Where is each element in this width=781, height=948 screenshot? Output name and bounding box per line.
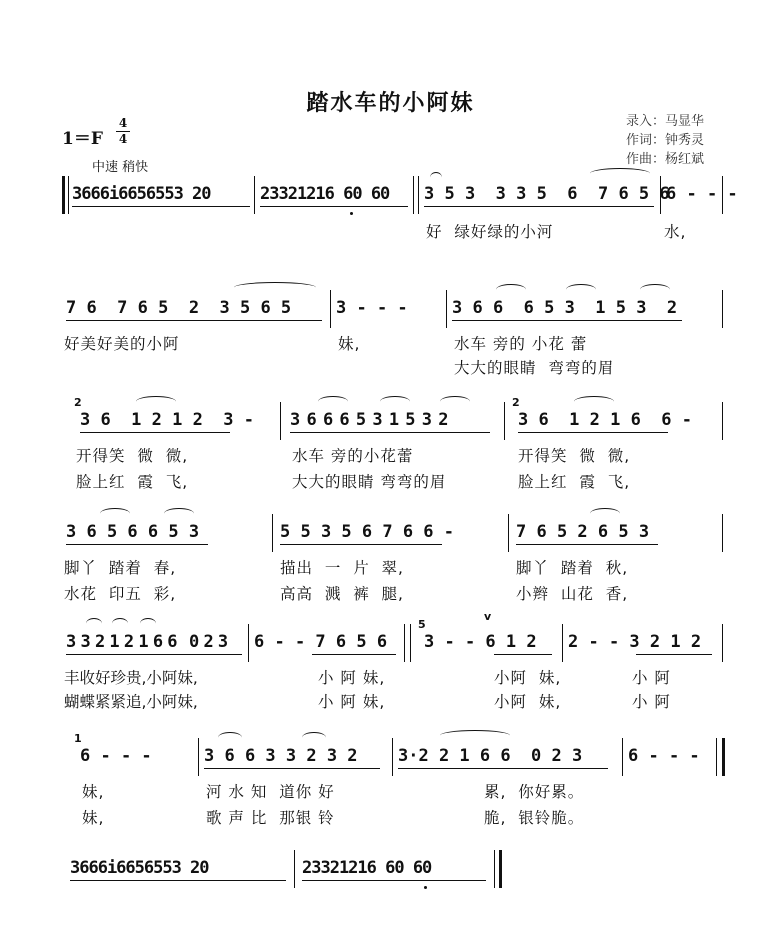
lyric-line: 高高 溅 裤 腿, bbox=[280, 585, 404, 603]
lyric-line: 脸上红 霞 飞, bbox=[76, 473, 189, 491]
lyric-line: 水车 旁的小花蕾 bbox=[292, 447, 414, 465]
lyric-line: 妹, bbox=[82, 809, 105, 827]
lyric-line: 妹, bbox=[338, 335, 361, 353]
beam-line bbox=[204, 768, 380, 769]
slur bbox=[574, 396, 614, 407]
lyric-line: 小辫 山花 香, bbox=[516, 585, 629, 603]
barline bbox=[446, 290, 447, 328]
barline bbox=[722, 514, 723, 552]
slur bbox=[86, 618, 102, 629]
barline bbox=[418, 176, 419, 214]
volta-mark: 2 bbox=[74, 396, 82, 409]
slur bbox=[640, 284, 670, 295]
barline bbox=[722, 290, 723, 328]
beam-line bbox=[494, 654, 552, 655]
beam-line bbox=[72, 206, 250, 207]
beam-line bbox=[302, 880, 486, 881]
barline bbox=[722, 176, 723, 214]
barline bbox=[716, 738, 717, 776]
beam-line bbox=[636, 654, 712, 655]
barline bbox=[562, 624, 563, 662]
slur bbox=[100, 508, 130, 519]
lyric-line: 脚丫 踏着 秋, bbox=[516, 559, 629, 577]
slur bbox=[590, 168, 650, 179]
beam-line bbox=[290, 432, 490, 433]
slur bbox=[302, 732, 326, 743]
notes-measure: 7 6 5 2 6 5 3 bbox=[516, 522, 650, 542]
barline bbox=[330, 290, 331, 328]
lyric-line: 小 阿 bbox=[632, 693, 671, 711]
barline bbox=[413, 176, 414, 214]
time-signature-bottom: 4 bbox=[116, 131, 130, 147]
lyric-line: 小 阿 妹, bbox=[318, 693, 386, 711]
beam-line bbox=[80, 432, 230, 433]
slur bbox=[566, 284, 596, 295]
tempo-marking: 中速 稍快 bbox=[92, 160, 149, 175]
notes-measure: 7 6 7 6 5 2 3 5 6 5 bbox=[66, 298, 292, 318]
slur bbox=[112, 618, 128, 629]
time-signature bbox=[116, 116, 130, 147]
barline bbox=[494, 850, 495, 888]
lyric-line: 水花 印五 彩, bbox=[64, 585, 177, 603]
notes-measure: 5 5 3 5 6 7 6 6 - bbox=[280, 522, 454, 542]
notes-measure: 2 - - 3 2 1 2 bbox=[568, 632, 702, 652]
beam-line bbox=[398, 768, 608, 769]
notes-measure: 23321216 60 60 bbox=[260, 184, 390, 204]
barline bbox=[254, 176, 255, 214]
notes-measure: 6 - - - bbox=[628, 746, 700, 766]
beam-line bbox=[66, 654, 242, 655]
barline bbox=[722, 624, 723, 662]
barline bbox=[508, 514, 509, 552]
notes-measure: 3 6 6 6 5 3 1 5 3 2 bbox=[290, 410, 447, 430]
beam-line bbox=[70, 880, 286, 881]
barline bbox=[68, 176, 69, 214]
notes-measure: 3 - - 6 1 2 bbox=[424, 632, 537, 652]
notes-measure: 6 - - - bbox=[80, 746, 152, 766]
low-dot bbox=[350, 212, 353, 215]
notes-measure: 3666i6656553 20 bbox=[70, 858, 209, 878]
song-title: 踏水车的小阿妹 bbox=[306, 91, 475, 116]
barline bbox=[294, 850, 295, 888]
volta-mark: 1 bbox=[74, 732, 82, 745]
notes-measure: 6 - - 7 6 5 6 bbox=[254, 632, 388, 652]
end-barline bbox=[499, 850, 502, 888]
beam-line bbox=[516, 544, 658, 545]
barline bbox=[722, 402, 723, 440]
segno-mark: 5 bbox=[418, 618, 426, 631]
key-signature: 1＝F bbox=[62, 129, 103, 149]
lyric-line: 脆, 银铃脆。 bbox=[484, 809, 585, 827]
breath-mark: v bbox=[484, 610, 492, 623]
beam-line bbox=[66, 544, 208, 545]
barline bbox=[404, 624, 405, 662]
notes-measure: 3 6 6 3 3 2 3 2 bbox=[204, 746, 358, 766]
beam-line bbox=[452, 320, 682, 321]
barline bbox=[410, 624, 411, 662]
beam-line bbox=[518, 432, 668, 433]
slur bbox=[380, 396, 410, 407]
notes-measure: 3 6 6 6 5 3 1 5 3 2 bbox=[452, 298, 678, 318]
barline bbox=[622, 738, 623, 776]
beam-line bbox=[312, 654, 396, 655]
notes-measure: 3 - - - bbox=[336, 298, 408, 318]
notes-measure: 6 - - - bbox=[666, 184, 738, 204]
barline bbox=[272, 514, 273, 552]
slur bbox=[164, 508, 194, 519]
lyric-line: 水, bbox=[664, 223, 687, 241]
credit-lyricist: 作词：钟秀灵 bbox=[626, 133, 705, 148]
notes-measure: 3 3 2 1 2 1 6 6 0 2 3 bbox=[66, 632, 226, 652]
slur bbox=[140, 618, 156, 629]
barline bbox=[660, 176, 661, 214]
slur bbox=[430, 172, 442, 183]
lyric-line: 水车 旁的 小花 蕾 bbox=[454, 335, 588, 353]
notes-measure: 23321216 60 60 bbox=[302, 858, 432, 878]
lyric-line: 小阿 妹, bbox=[494, 669, 562, 687]
lyric-line: 小 阿 妹, bbox=[318, 669, 386, 687]
slur bbox=[440, 396, 470, 407]
notes-measure: 3 6 1 2 1 6 6 - bbox=[518, 410, 692, 430]
slur bbox=[318, 396, 348, 407]
notes-measure: 3666i6656553 20 bbox=[72, 184, 211, 204]
beam-line bbox=[424, 206, 654, 207]
lyric-line: 大大的眼睛 弯弯的眉 bbox=[454, 359, 615, 377]
slur bbox=[136, 396, 176, 407]
lyric-line: 河 水 知 道你 好 bbox=[206, 783, 335, 801]
credit-composer: 作曲：杨红斌 bbox=[626, 152, 705, 167]
repeat-end-barline bbox=[722, 738, 725, 776]
slur bbox=[590, 508, 620, 519]
slur bbox=[218, 732, 242, 743]
notes-measure: 3 5 3 3 3 5 6 7 6 5 6 bbox=[424, 184, 670, 204]
beam-line bbox=[66, 320, 322, 321]
notes-measure: 3·2 2 1 6 6 0 2 3 bbox=[398, 746, 583, 766]
lyric-line: 开得笑 微 微, bbox=[76, 447, 189, 465]
notes-measure: 3 6 5 6 6 5 3 bbox=[66, 522, 200, 542]
credit-recorder: 录入：马显华 bbox=[626, 114, 705, 129]
barline bbox=[62, 176, 65, 214]
lyric-line: 开得笑 微 微, bbox=[518, 447, 631, 465]
beam-line bbox=[260, 206, 408, 207]
lyric-line: 描出 一 片 翠, bbox=[280, 559, 404, 577]
lyric-line: 歌 声 比 那银 铃 bbox=[206, 809, 335, 827]
volta-mark: 2 bbox=[512, 396, 520, 409]
time-signature-top: 4 bbox=[118, 116, 128, 130]
lyric-line: 蝴蝶紧紧追,小阿妹, bbox=[64, 693, 198, 711]
lyric-line: 大大的眼睛 弯弯的眉 bbox=[292, 473, 447, 491]
lyric-line: 妹, bbox=[82, 783, 105, 801]
barline bbox=[504, 402, 505, 440]
barline bbox=[280, 402, 281, 440]
lyric-line: 丰收好珍贵,小阿妹, bbox=[64, 669, 198, 687]
slur bbox=[496, 284, 526, 295]
slur bbox=[440, 730, 510, 741]
lyric-line: 小 阿 bbox=[632, 669, 671, 687]
barline bbox=[392, 738, 393, 776]
beam-line bbox=[280, 544, 442, 545]
lyric-line: 脸上红 霞 飞, bbox=[518, 473, 631, 491]
lyric-line: 好 绿好绿的小河 bbox=[426, 223, 554, 241]
barline bbox=[248, 624, 249, 662]
lyric-line: 脚丫 踏着 春, bbox=[64, 559, 177, 577]
lyric-line: 小阿 妹, bbox=[494, 693, 562, 711]
lyric-line: 好美好美的小阿 bbox=[64, 335, 180, 353]
slur bbox=[234, 282, 316, 293]
barline bbox=[198, 738, 199, 776]
low-dot bbox=[424, 886, 427, 889]
lyric-line: 累, 你好累。 bbox=[484, 783, 585, 801]
notes-measure: 3 6 1 2 1 2 3 - bbox=[80, 410, 254, 430]
